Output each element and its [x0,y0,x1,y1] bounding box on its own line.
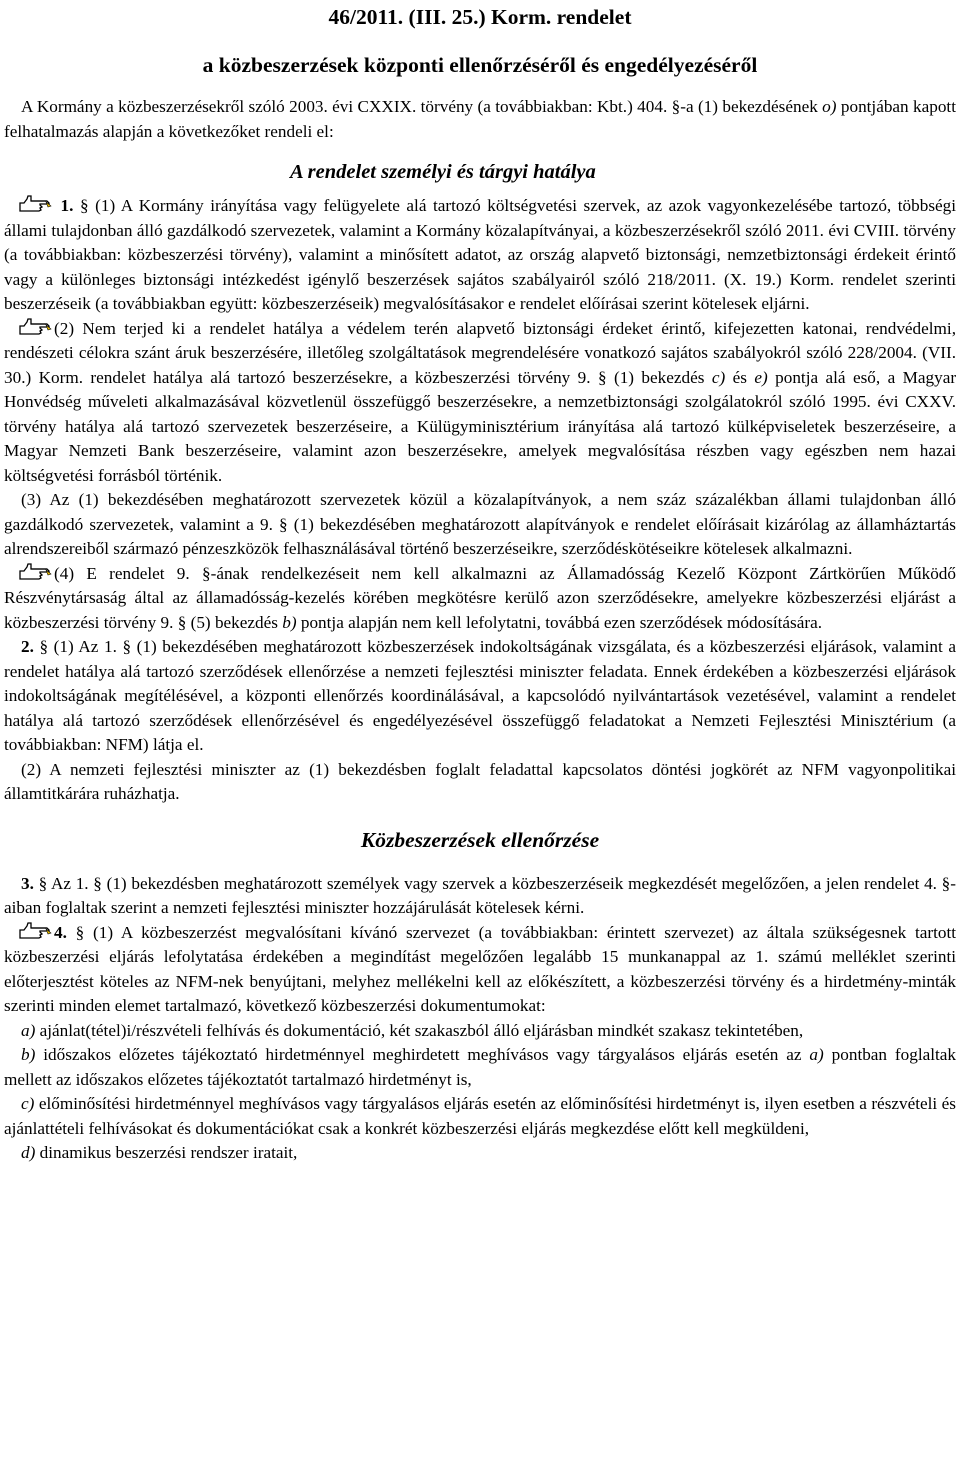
paragraph-2-1: 2. § (1) Az 1. § (1) bekezdésében meghatározott közbeszerzések indokoltságának vizsgálata, és a közbeszerzési eljárások, valamint a rendelet hatálya alá tartozó szerződések ellenőrzése a nemzeti fejlesztési miniszter feladata. Ennek érdekében a közbeszerzési eljárások indokoltságának megítélésével, a központi ellenőrzés koordinálásával, a kapcsolódó nyilvántartások vezetésével, valamint a rendelet hatálya alá tartozó szerződések ellenőrzésével és engedélyezésével összefüggő feladatokat a Nemzeti Fejlesztési Minisztérium (a továbbiakban: NFM) látja el. [4,637,956,754]
document-title: 46/2011. (III. 25.) Korm. rendelet [328,5,632,29]
document-page [4,0,956,1166]
hand-pointer-icon[interactable] [18,922,52,940]
section-heading-control: Közbeszerzések ellenőrzése [360,827,600,852]
hand-pointer-icon[interactable] [18,318,52,336]
paragraph-1-4: (4) E rendelet 9. §-ának rendelkezéseit nem kell alkalmazni az Államadósság Kezelő Központ Zártkörűen Működő Részvénytársaság által az államadósság-kezelés körében megkötésre kerülő azon szerződésekre, amelyekre közbeszerzési eljárást a közbeszerzési törvény 9. § (5) bekezdés b) pontja alapján nem kell lefolytatni, továbbá ezen szerződések módosítására. [4,563,956,632]
paragraph-4-1: 4. § (1) A közbeszerzést megvalósítani kívánó szervezet (a továbbiakban: érintett szervezet) az általa szükségesnek tartott közbeszerzési eljárás lefolytatása érdekében a megindítást megelőzően legalább 15 munkanappal az 1. számú melléklet szerinti előterjesztést köteles az NFM-nek benyújtani, melyhez mellékelni kell az előkészített, a közbeszerzési törvény és a hirdetmény-minták szerinti minden elemet tartalmazó, következő közbeszerzési dokumentumokat: [4,922,957,1015]
document-subtitle: a közbeszerzések központi ellenőrzéséről és engedélyezéséről [202,53,758,77]
paragraph-3: 3. § Az 1. § (1) bekezdésben meghatározott személyek vagy szervek a közbeszerzéseik megkezdését megelőzően, a jelen rendelet 4. §-aiban foglaltak szerint a nemzeti fejlesztési miniszter hozzájárulását kötelesek kérni. [4,873,956,917]
preamble: A Kormány a közbeszerzésekről szóló 2003. évi CXXIX. törvény (a továbbiakban: Kbt.) 404. §-a (1) bekezdésének o) pontjában kapott felhatalmazás alapján a következőket rendeli el: [4,97,956,141]
paragraph-1-1: 1. § (1) A Kormány irányítása vagy felügyelete alá tartozó költségvetési szervek, az azok vagyonkezelésébe tartozó, többségi állami tulajdonban álló gazdálkodó szervezetek, valamint a Kormány közalapítványai, a közbeszerzésekről szóló 2011. évi CVIII. törvény (a továbbiakban: közbeszerzési törvény), valamint a minősített adatot, az ország alapvető biztonsági, nemzetbiztonsági érdekeit érintő vagy a különleges biztonsági intézkedést igénylő beszerzések sajátos szabályairól szóló 218/2011. (X. 19.) Korm. rendelet szerinti beszerzéseik (a továbbiakban együtt: közbeszerzéseik) megvalósításakor e rendelet előírásai szerint kötelesek eljárni. [4,196,957,313]
list-item-a: a) ajánlat(tétel)i/részvételi felhívás és dokumentáció, két szakaszból álló eljárásban mindkét szakasz tekintetében, [21,1020,804,1040]
paragraph-1-3: (3) Az (1) bekezdésében meghatározott szervezetek közül a közalapítványok, a nem száz százalékban állami tulajdonban álló gazdálkodó szervezetek, valamint a 9. § (1) bekezdésében meghatározott alapítványok e rendelet előírásait kizárólag az államháztartás alrendszereiből származó pénzeszközök felhasználásával történő beszerzéseikre, szerződéskötéseikre kötelesek alkalmazni. [4,490,956,558]
list-item-b: b) időszakos előzetes tájékoztató hirdetménnyel meghirdetett meghívásos vagy tárgyalásos eljárás esetén az a) pontban foglaltak mellett az időszakos előzetes tájékoztatót tartalmazó hirdetményt is, [4,1045,957,1089]
hand-pointer-icon[interactable] [18,195,52,213]
list-item-c: c) előminősítési hirdetménnyel meghívásos vagy tárgyalásos eljárás esetén az előminősítési hirdetményt is, ilyen esetben a részvételi és ajánlattételi felhívásokat és dokumentációkat csak a konkrét közbeszerzési eljárás megkezdése előtt kell megküldeni, [4,1094,956,1138]
hand-pointer-icon[interactable] [18,563,52,581]
paragraph-1-2: (2) Nem terjed ki a rendelet hatálya a védelem terén alapvető biztonsági érdeket érintő, kifejezetten katonai, rendvédelmi, rendészeti célokra szánt áruk beszerzésére, illetőleg szolgáltatások megrendelésére vonatkozó sajátos szabályokról szóló 228/2004. (VII. 30.) Korm. rendelet hatálya alá tartozó beszerzésekre, a közbeszerzési törvény 9. § (1) bekezdés c) és e) pontja alá eső, a Magyar Honvédség műveleti alkalmazásával közvetlenül összefüggő beszerzésekre, a nemzetbiztonsági szolgálatokról szóló 1995. évi CXXV. törvény hatálya alá tartozó szervezetek beszerzéseire, a Külügyminisztérium irányítása alá tartozó külképviseletek beszerzéseire, a Magyar Nemzeti Bank beszerzéseire, valamint azon beszerzésekre, amelyek megvalósítása részben vagy egészben nem hazai költségvetési forrásból történik. [4,318,957,485]
section-heading-scope: A rendelet személyi és tárgyi hatálya [290,161,596,183]
list-item-d: d) dinamikus beszerzési rendszer iratait, [21,1143,298,1162]
paragraph-2-2: (2) A nemzeti fejlesztési miniszter az (1) bekezdésben foglalt feladattal kapcsolatos döntési jogkörét az NFM vagyonpolitikai államtitkárára ruházhatja. [4,759,956,803]
